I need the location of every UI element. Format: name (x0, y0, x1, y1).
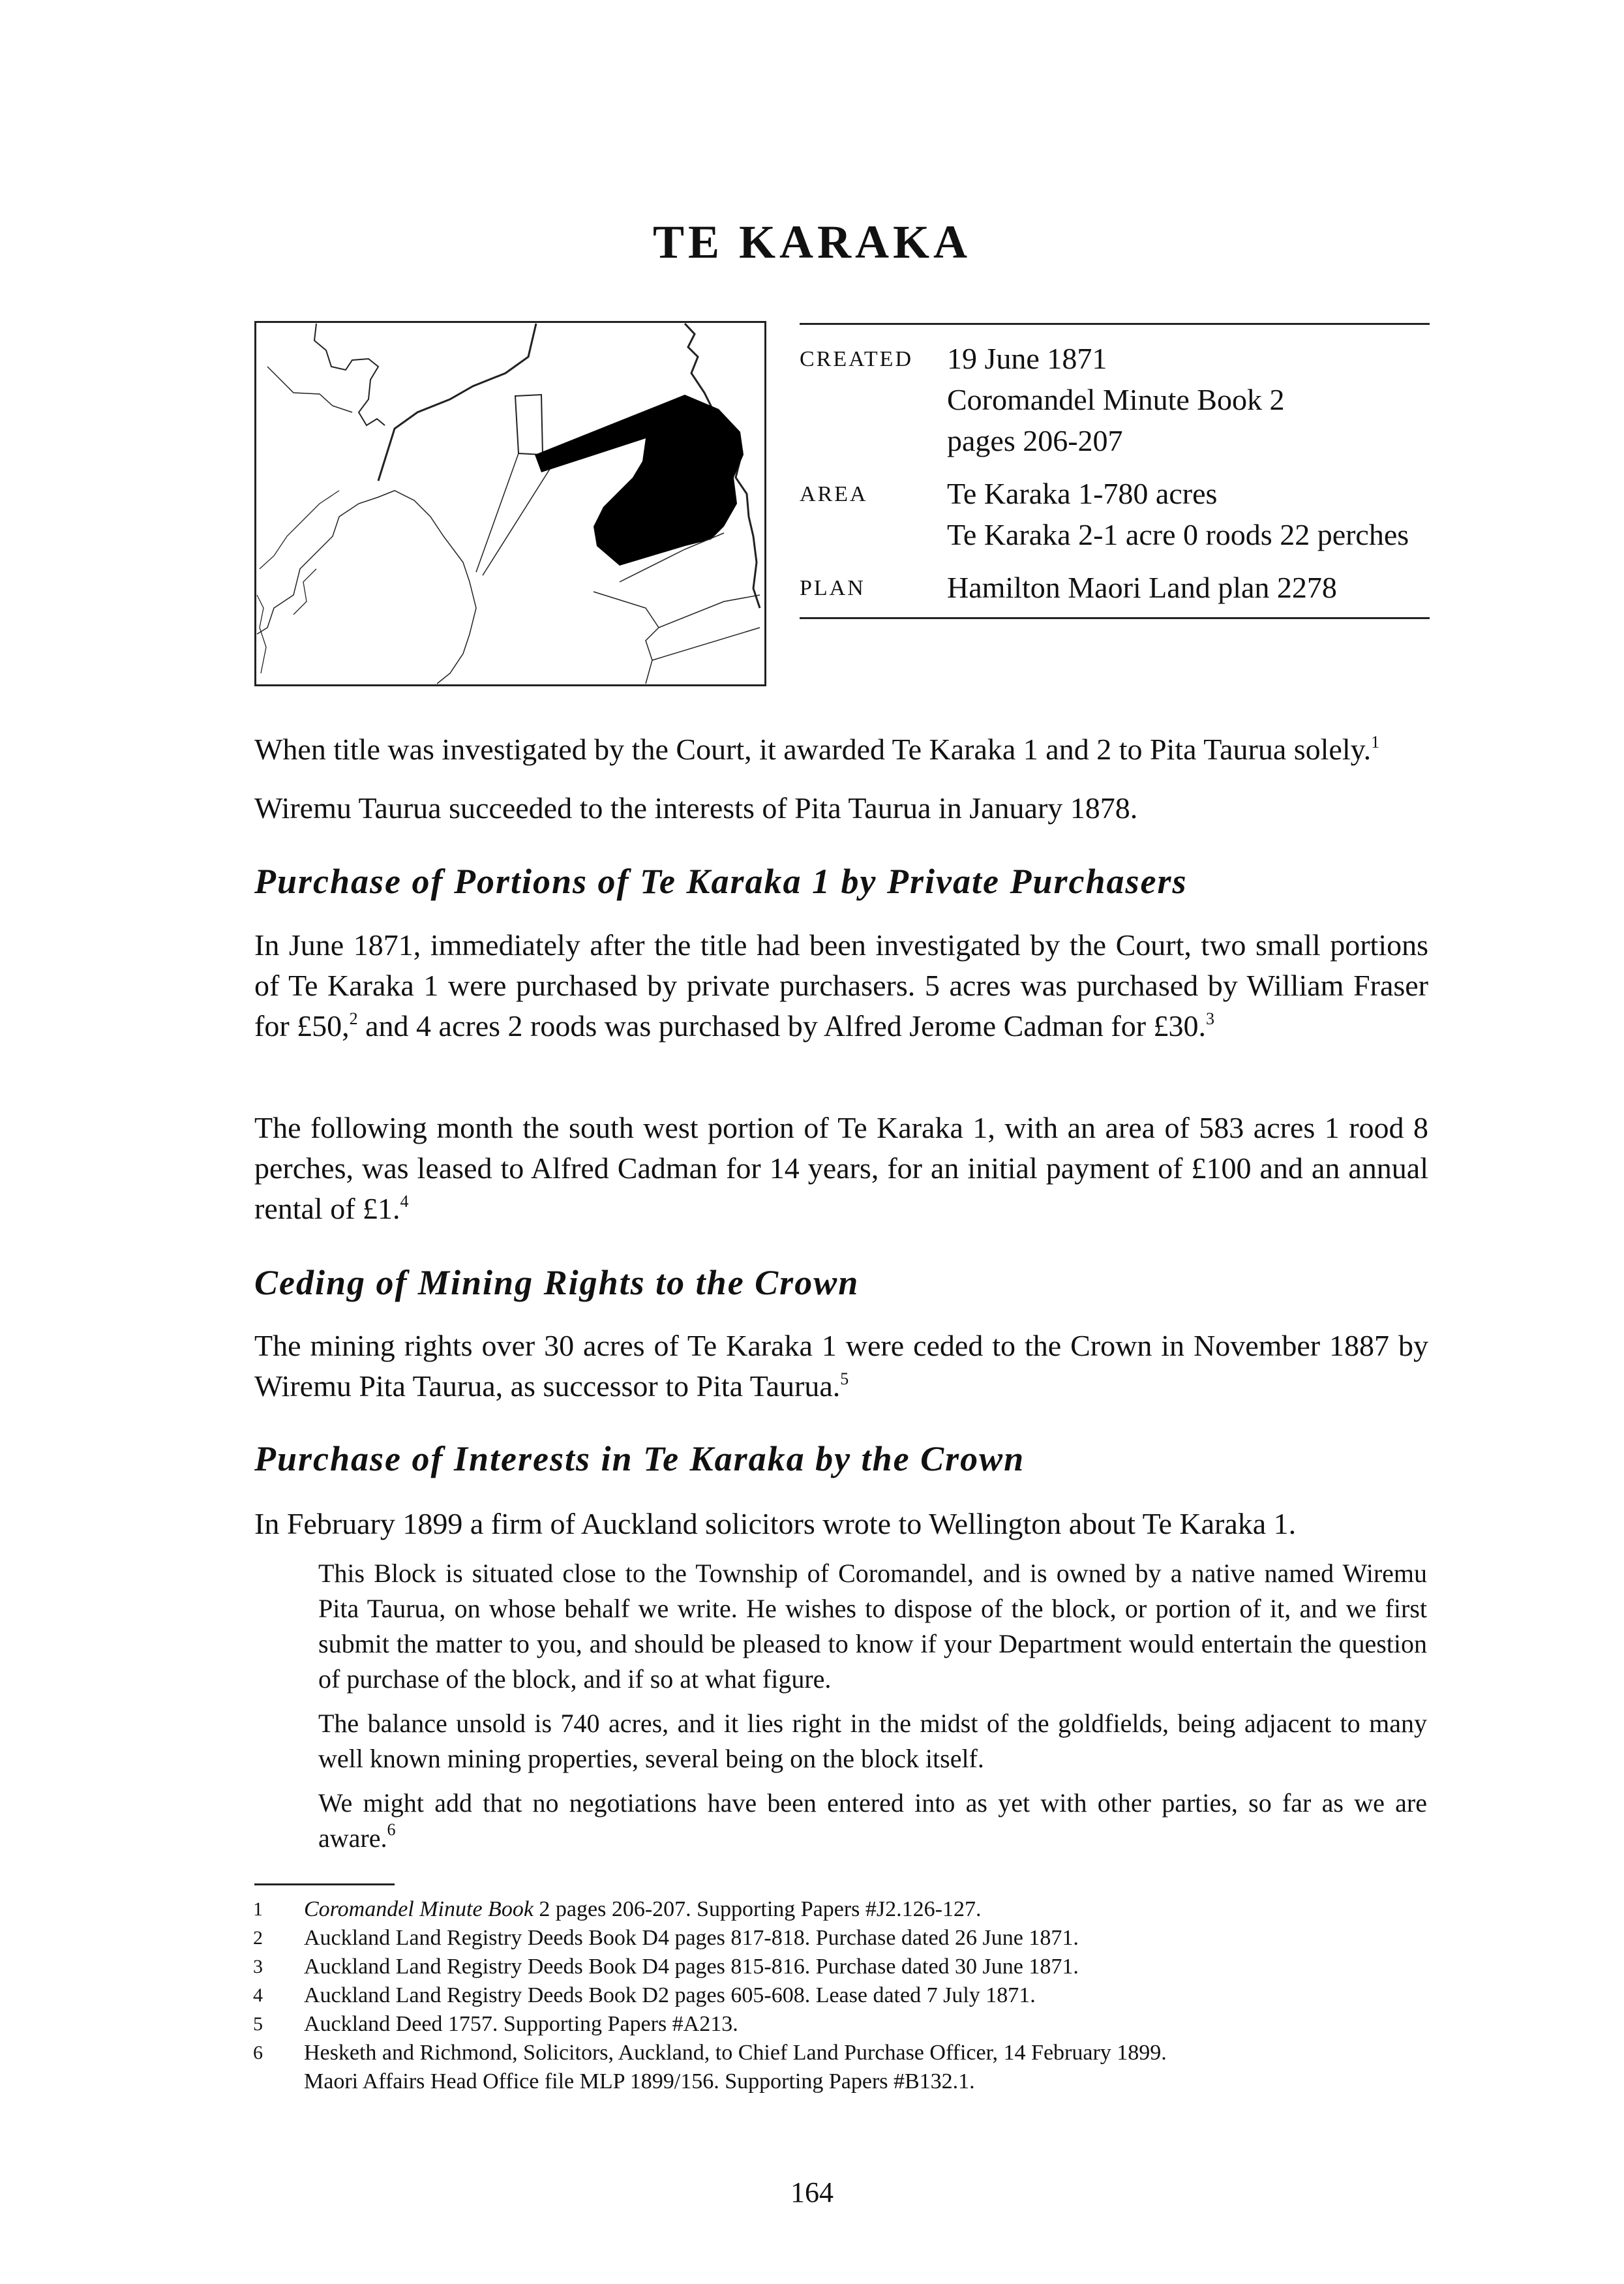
footnote-divider (254, 1883, 395, 1885)
footnote (253, 2010, 1440, 2039)
footnote-number: 3 (253, 1956, 263, 1977)
block-quote: We might add that no negotiations have been entered into as yet with other parties, so far as we are aware.$^6$ (318, 1788, 1427, 1853)
footnote-text: Hesketh and Richmond, Solicitors, Auckland, to Chief Land Purchase Officer, 14 February 1899. (304, 2041, 1167, 2065)
footnote (253, 2039, 1440, 2096)
area-label: AREA (800, 482, 868, 506)
page-title: TE KARAKA (652, 216, 972, 268)
paragraph: In June 1871, immediately after the title had been investigated by the Court, two small portions of Te Karaka 1 were purchased by private purchasers. 5 acres was purchased by William Fraser for £50,$^2$ and 4 acres 2 roods was purchased by Alfred Jerome Cadman for £30.$^3$ (254, 928, 1428, 1043)
footnote (253, 1953, 1440, 1981)
section-heading: Purchase of Portions of Te Karaka 1 by Private Purchasers (254, 862, 1188, 901)
footnote-number: 4 (253, 1985, 263, 2006)
block-quote: This Block is situated close to the Township of Coromandel, and is owned by a native named Wiremu Pita Taurua, on whose behalf we write. He wishes to dispose of the block, or portion of it, and we first submit the matter to you, and should be pleased to know if your Department would entertain the question of purchase of the block, and if so at what figure. (318, 1559, 1427, 1694)
footnote-number: 6 (253, 2042, 263, 2063)
footnote-number: 1 (253, 1898, 263, 1920)
info-row-area (800, 473, 1430, 555)
footnote (253, 1981, 1440, 2010)
section-heading: Ceding of Mining Rights to the Crown (254, 1263, 860, 1302)
info-row-plan (800, 567, 1430, 608)
paragraph: Wiremu Taurua succeeded to the interests of Pita Taurua in January 1878. (254, 791, 1138, 825)
info-row-created (800, 338, 1430, 461)
created-value: Coromandel Minute Book 2 (947, 383, 1285, 416)
paragraph: The mining rights over 30 acres of Te Karaka 1 were ceded to the Crown in November 1887 by Wiremu Pita Taurua, as successor to Pita Taurua.$^5$ (254, 1329, 1428, 1403)
footnote-text: Auckland Land Registry Deeds Book D4 pages 815-816. Purchase dated 30 June 1871. (304, 1955, 1079, 1979)
page-number: 164 (790, 2176, 834, 2208)
footnote-number: 5 (253, 2013, 263, 2035)
created-value: 19 June 1871 (947, 342, 1107, 375)
paragraph: In February 1899 a firm of Auckland solicitors wrote to Wellington about Te Karaka 1. (254, 1507, 1297, 1540)
footnote-text: 2 pages 206-207. Supporting Papers #J2.126-127. (533, 1897, 982, 1921)
plan-label: PLAN (800, 576, 865, 600)
footnote-ref: 5 (840, 1369, 849, 1388)
footnote (253, 1895, 1440, 1924)
footnote-text: Auckland Land Registry Deeds Book D2 pages 605-608. Lease dated 7 July 1871. (304, 1983, 1036, 2007)
footnote-number: 2 (253, 1927, 263, 1949)
paragraph: When title was investigated by the Court, it awarded Te Karaka 1 and 2 to Pita Taurua solely.$^1$ (254, 733, 1380, 766)
footnote-ref: 2 (349, 1009, 358, 1028)
area-value: Te Karaka 2-1 acre 0 roods 22 perches (947, 518, 1409, 551)
created-value: pages 206-207 (947, 424, 1123, 457)
plan-value: Hamilton Maori Land plan 2278 (947, 571, 1337, 604)
section-heading: Purchase of Interests in Te Karaka by the Crown (254, 1439, 1025, 1478)
block-info-table (800, 323, 1430, 619)
footnote-text: Maori Affairs Head Office file MLP 1899/156. Supporting Papers #B132.1. (304, 2069, 975, 2094)
footnote-ref: 3 (1206, 1009, 1215, 1028)
footnote-text: Auckland Land Registry Deeds Book D4 pages 817-818. Purchase dated 26 June 1871. (304, 1926, 1079, 1950)
created-label: CREATED (800, 347, 913, 371)
footnote (253, 1924, 1440, 1953)
footnote-text: Auckland Deed 1757. Supporting Papers #A213. (304, 2012, 738, 2036)
footnote-ref: 4 (400, 1192, 409, 1211)
area-value: Te Karaka 1-780 acres (947, 477, 1218, 510)
block-location-map (254, 321, 766, 686)
footnote-ref: 1 (1371, 733, 1380, 752)
block-quote: The balance unsold is 740 acres, and it lies right in the midst of the goldfields, being adjacent to many well known mining properties, several being on the block itself. (318, 1709, 1427, 1773)
footnote-title: Coromandel Minute Book (304, 1897, 534, 1921)
paragraph: The following month the south west portion of Te Karaka 1, with an area of 583 acres 1 rood 8 perches, was leased to Alfred Cadman for 14 years, for an initial payment of £100 and an annual rental of £1.$^4$ (254, 1111, 1428, 1225)
footnote-ref: 6 (387, 1820, 396, 1839)
